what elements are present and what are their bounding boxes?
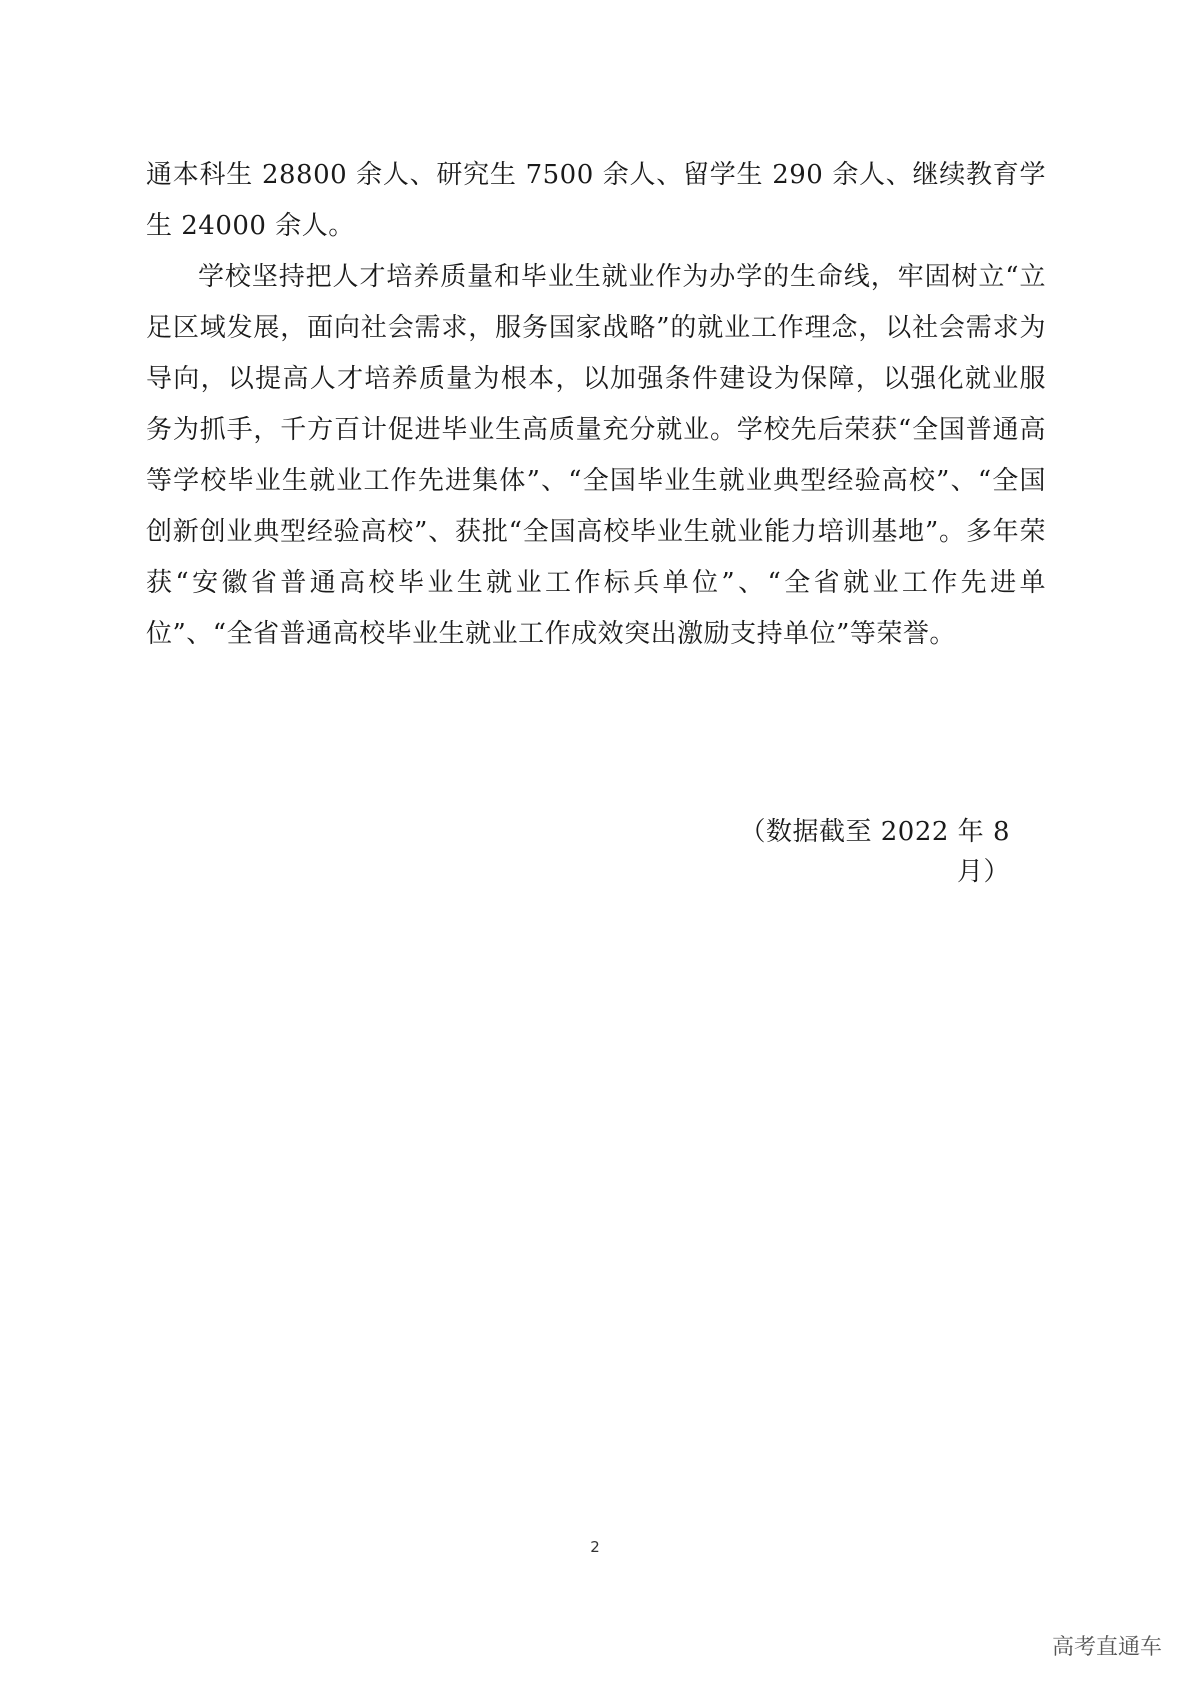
data-cutoff-note: （数据截至 2022 年 8 月）	[739, 817, 1010, 887]
page-number: 2	[590, 1538, 600, 1556]
watermark-text: 高考直通车	[1052, 1635, 1163, 1660]
paragraph-employment-work: 学校坚持把人才培养质量和毕业生就业作为办学的生命线，牢固树立“立足区域发展，面向社会需求，服务国家战略”的就业工作理念，以社会需求为导向，以提高人才培养质量为根本，以加强条件建设为保障，以强化就业服务为抓手，千方百计促进毕业生高质量充分就业。学校先后荣获“全国普通高等学校毕业生就业工作先进集体”、“全国毕业生就业典型经验高校”、“全国创新创业典型经验高校”、获批“全国高校毕业生就业能力培训基地”。多年荣获“安徽省普通高校毕业生就业工作标兵单位”、“全省就业工作先进单位”、“全省普通高校毕业生就业工作成效突出激励支持单位”等荣誉。	[146, 262, 1046, 649]
body-text	[146, 150, 1046, 660]
paragraph-student-counts: 通本科生 28800 余人、研究生 7500 余人、留学生 290 余人、继续教育学生 24000 余人。	[146, 160, 1046, 241]
